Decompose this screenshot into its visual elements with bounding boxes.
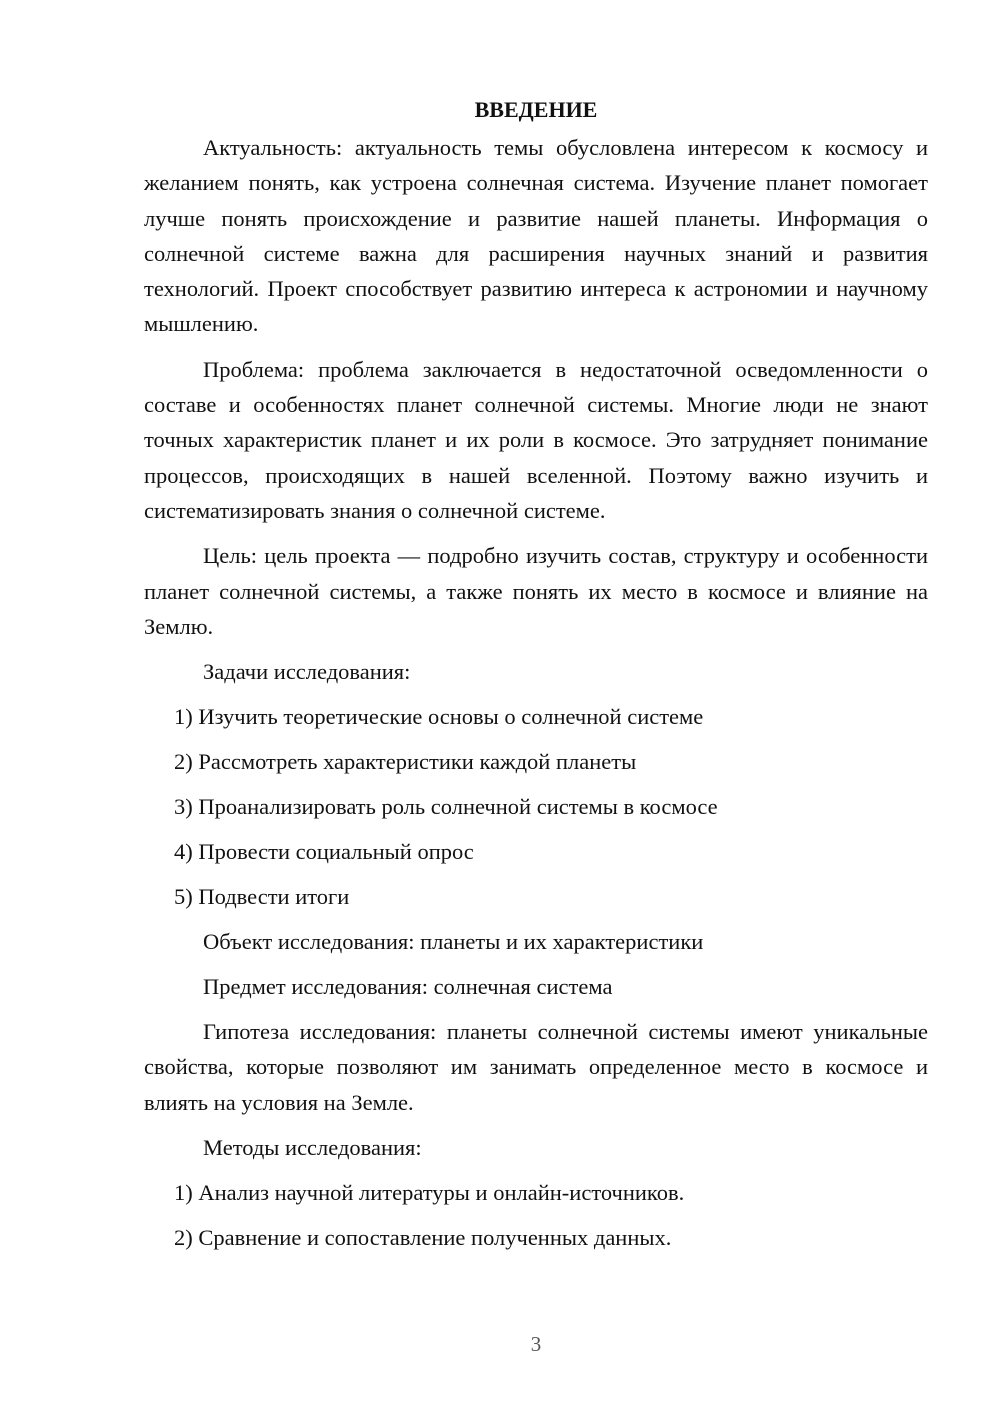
hypothesis-paragraph: Гипотеза исследования: планеты солнечной системы имеют уникальные свойства, которые позволяют им занимать определенное место в космосе и влиять на условия на Земле. (144, 1019, 928, 1115)
method-item: 2) Сравнение и сопоставление полученных данных. (174, 1225, 672, 1251)
page-number: 3 (530, 1332, 542, 1356)
task-item: 4) Провести социальный опрос (174, 839, 474, 865)
goal-paragraph: Цель: цель проекта — подробно изучить состав, структуру и особенности планет солнечной системы, а также понять их место в космосе и влияние на Землю. (144, 543, 928, 639)
task-item: 5) Подвести итоги (174, 884, 350, 910)
page-title: ВВЕДЕНИЕ (474, 97, 598, 122)
task-item: 1) Изучить теоретические основы о солнечной системе (174, 704, 704, 730)
task-item: 3) Проанализировать роль солнечной системы в космосе (174, 794, 718, 820)
task-item: 2) Рассмотреть характеристики каждой планеты (174, 749, 637, 775)
subject-line: Предмет исследования: солнечная система (203, 974, 613, 1000)
problem-paragraph: Проблема: проблема заключается в недостаточной осведомленности о составе и особенностях планет солнечной системы. Многие люди не знают точных характеристик планет и их роли в космосе. Это затрудняет понимание процессов, происходящих в нашей вселенной. Поэтому важно изучить и систематизировать знания о солнечной системе. (144, 356, 928, 523)
method-item: 1) Анализ научной литературы и онлайн-источников. (174, 1180, 685, 1206)
relevance-paragraph: Актуальность: актуальность темы обусловлена интересом к космосу и желанием понять, как устроена солнечная система. Изучение планет помогает лучше понять происхождение и развитие нашей планеты. Информация о солнечной системе важна для расширения научных знаний и развития технологий. Проект способствует развитию интереса к астрономии и научному мышлению. (144, 135, 928, 337)
tasks-heading: Задачи исследования: (203, 659, 411, 685)
document-page (144, 90, 928, 1255)
methods-heading: Методы исследования: (203, 1135, 422, 1161)
object-line: Объект исследования: планеты и их характеристики (203, 929, 704, 955)
